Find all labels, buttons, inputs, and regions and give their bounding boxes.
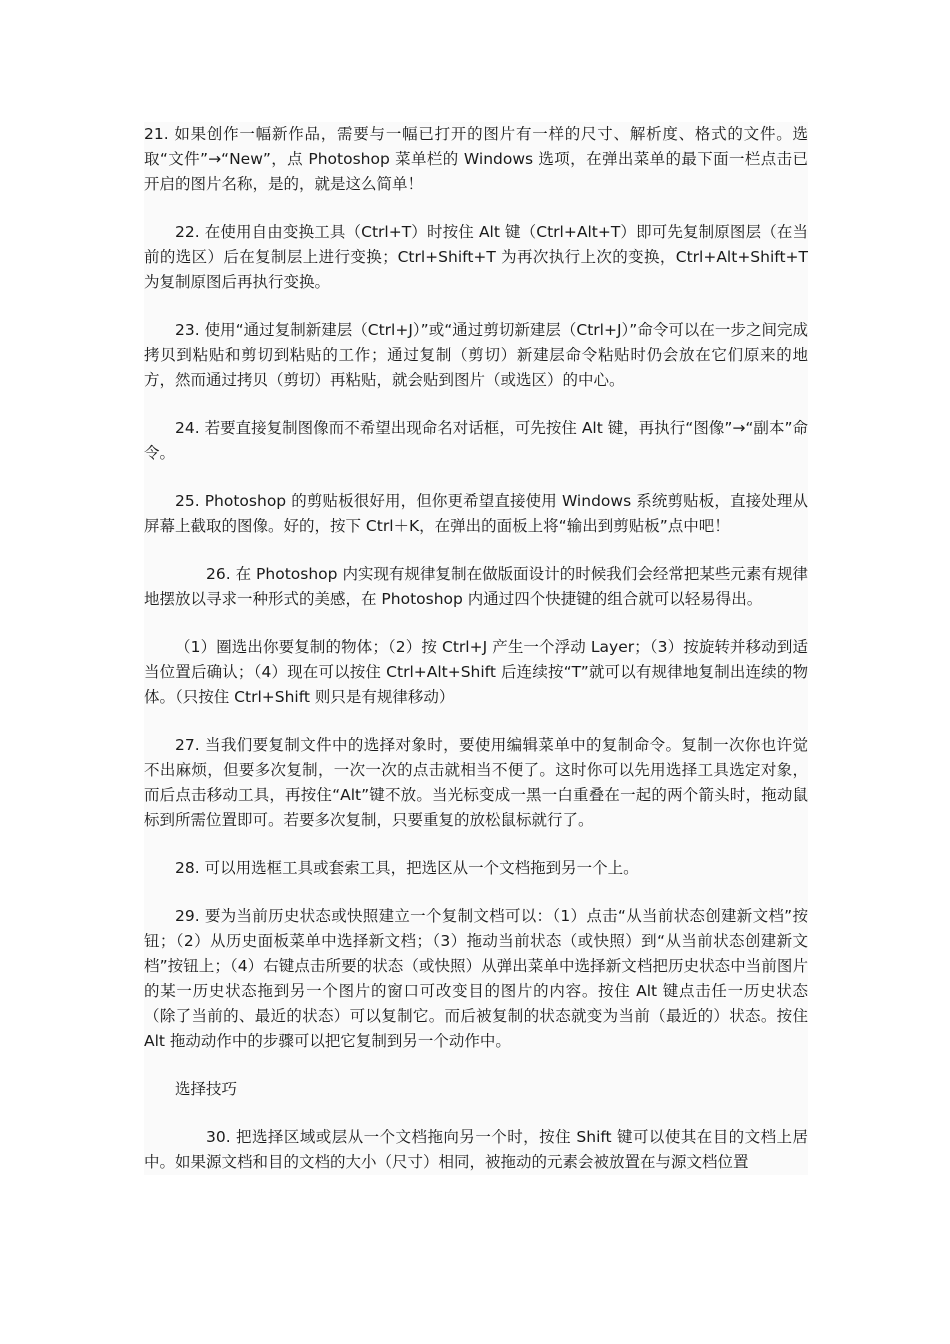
document-body <box>144 122 808 1175</box>
tip-30-paragraph: 30. 把选择区域或层从一个文档拖向另一个时，按住 Shift 键可以使其在目的文档上居中。如果源文档和目的文档的大小（尺寸）相同，被拖动的元素会被放置在与源文档位置 <box>144 1128 808 1171</box>
section-heading-selection-tips: 选择技巧 <box>175 1080 238 1098</box>
tip-26-paragraph: 26. 在 Photoshop 内实现有规律复制在做版面设计的时候我们会经常把某些元素有规律地摆放以寻求一种形式的美感，在 Photoshop 内通过四个快捷键的组合就可以轻易得出。 <box>144 565 808 608</box>
tip-21-paragraph: 21. 如果创作一幅新作品，需要与一幅已打开的图片有一样的尺寸、解析度、格式的文件。选取“文件”→“New”，点 Photoshop 菜单栏的 Windows 选项，在弹出菜单的最下面一栏点击已开启的图片名称，是的，就是这么简单！ <box>144 125 808 193</box>
tip-26-steps-paragraph: （1）圈选出你要复制的物体；（2）按 Ctrl+J 产生一个浮动 Layer；（3）按旋转并移动到适当位置后确认；（4）现在可以按住 Ctrl+Alt+Shift 后连续按“T”就可以有规律地复制出连续的物体。（只按住 Ctrl+Shift 则只是有规律移动） <box>144 638 808 706</box>
tip-29-paragraph: 29. 要为当前历史状态或快照建立一个复制文档可以：（1）点击“从当前状态创建新文档”按钮；（2）从历史面板菜单中选择新文档；（3）拖动当前状态（或快照）到“从当前状态创建新文档”按钮上；（4）右键点击所要的状态（或快照）从弹出菜单中选择新文档把历史状态中当前图片的某一历史状态拖到另一个图片的窗口可改变目的图片的内容。按住 Alt 键点击任一历史状态（除了当前的、最近的状态）可以复制它。而后被复制的状态就变为当前（最近的）状态。按住 Alt 拖动动作中的步骤可以把它复制到另一个动作中。 <box>144 907 808 1050</box>
tip-27-paragraph: 27. 当我们要复制文件中的选择对象时，要使用编辑菜单中的复制命令。复制一次你也许觉不出麻烦，但要多次复制，一次一次的点击就相当不便了。这时你可以先用选择工具选定对象，而后点击移动工具，再按住“Alt”键不放。当光标变成一黑一白重叠在一起的两个箭头时，拖动鼠标到所需位置即可。若要多次复制，只要重复的放松鼠标就行了。 <box>144 736 808 829</box>
tip-25-paragraph: 25. Photoshop 的剪贴板很好用，但你更希望直接使用 Windows 系统剪贴板，直接处理从屏幕上截取的图像。好的，按下 Ctrl＋K，在弹出的面板上将“输出到剪贴板”点中吧！ <box>144 492 808 535</box>
tip-28-paragraph: 28. 可以用选框工具或套索工具，把选区从一个文档拖到另一个上。 <box>175 859 639 877</box>
tip-23-paragraph: 23. 使用“通过复制新建层（Ctrl+J）”或“通过剪切新建层（Ctrl+J）”命令可以在一步之间完成拷贝到粘贴和剪切到粘贴的工作；通过复制（剪切）新建层命令粘贴时仍会放在它们原来的地方，然而通过拷贝（剪切）再粘贴，就会贴到图片（或选区）的中心。 <box>144 321 808 389</box>
tip-24-paragraph: 24. 若要直接复制图像而不希望出现命名对话框，可先按住 Alt 键，再执行“图像”→“副本”命令。 <box>144 419 808 462</box>
tip-22-paragraph: 22. 在使用自由变换工具（Ctrl+T）时按住 Alt 键（Ctrl+Alt+T）即可先复制原图层（在当前的选区）后在复制层上进行变换；Ctrl+Shift+T 为再次执行上次的变换，Ctrl+Alt+Shift+T 为复制原图后再执行变换。 <box>144 223 808 291</box>
